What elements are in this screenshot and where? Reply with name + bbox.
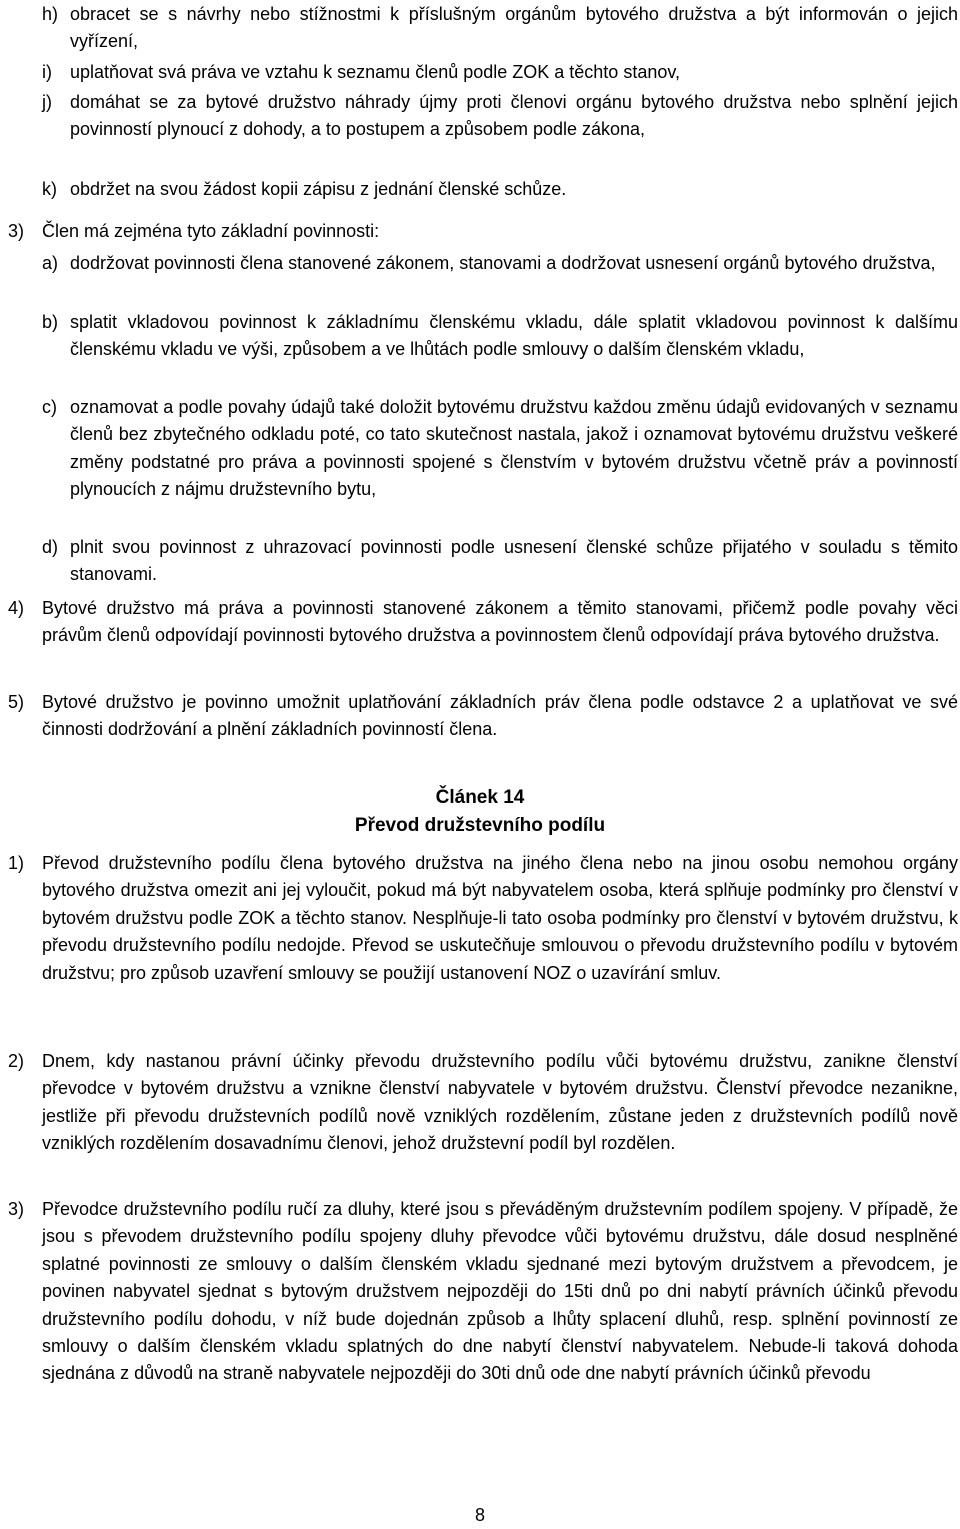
paragraph-number: 3) <box>8 1199 25 1219</box>
item-text: obracet se s návrhy nebo stížnostmi k příslušným orgánům bytového družstva a být informován o jejich vyřízení, <box>70 4 958 52</box>
paragraph-number: 4) <box>8 598 25 618</box>
paragraph-text: Bytové družstvo je povinno umožnit uplatňování základních práv člena podle odstavce 2 a uplatňovat ve své činnosti dodržování a plnění základních povinností člena. <box>42 692 958 740</box>
item-label: j) <box>42 92 52 112</box>
list-item <box>42 534 958 589</box>
paragraph-number: 1) <box>8 853 25 873</box>
paragraph-text: Převod družstevního podílu člena bytového družstva na jiného člena nebo na jinou osobu nemohou orgány bytového družstva omezit ani jej vyloučit, pokud má být nabyvatelem osoba, která splňuje podmínky pro členství v bytovém družstvu podle ZOK a těchto stanov. Nesplňuje-li tato osoba podmínky pro členství v bytovém družstvu, k převodu družstevního podílu nedojde. Převod se uskutečňuje smlouvou o převodu družstevního podílu v bytovém družstvu; pro způsob uzavření smlouvy se použijí ustanovení NOZ o uzavírání smluv. <box>42 853 958 983</box>
item-text: dodržovat povinnosti člena stanovené zákonem, stanovami a dodržovat usnesení orgánů bytového družstva, <box>70 253 936 273</box>
article-title: Převod družstevního podílu <box>354 815 606 836</box>
paragraph-number: 5) <box>8 692 25 712</box>
article-paragraph-3 <box>8 1196 958 1388</box>
article-number: Článek 14 <box>435 787 525 808</box>
item-label: h) <box>42 4 59 24</box>
item-text: splatit vkladovou povinnost k základnímu členskému vkladu, dále splatit vkladovou povinnost k dalšímu členskému vkladu ve výši, způsobem a ve lhůtách podle smlouvy o dalším členském vkladu, <box>70 312 958 360</box>
item-label: c) <box>42 397 57 417</box>
paragraph-text: Převodce družstevního podílu ručí za dluhy, které jsou s převáděným družstevním podílem spojeny. V případě, že jsou s převodem družstevního podílu spojeny dluhy převodce vůči bytovému družstvu, dále dosud nesplněné splatné povinnosti ze smlouvy o dalším členském vkladu sjednané mezi bytovým družstvem a převodcem, je povinen nabyvatel sjednat s bytovým družstvem nejpozději do 15ti dnů po dni nabytí právních účinků převodu družstevního podílu dohodu, v níž bude dojednán způsob a lhůty splacení dluhů, resp. splnění povinností ze smlouvy o dalším členském vkladu splatných do dne nabytí členství nabyvatelem. Nebude-li taková dohoda sjednána z důvodů na straně nabyvatele nejpozději do 30ti dnů ode dne nabytí právních účinků převodu <box>42 1199 958 1384</box>
item-label: i) <box>42 62 52 82</box>
list-item <box>42 89 958 144</box>
item-label: a) <box>42 253 59 273</box>
list-item <box>42 250 958 277</box>
item-text: uplatňovat svá práva ve vztahu k seznamu členů podle ZOK a těchto stanov, <box>70 62 681 82</box>
item-label: b) <box>42 312 59 332</box>
paragraph-5 <box>8 689 958 744</box>
item-text: obdržet na svou žádost kopii zápisu z jednání členské schůze. <box>70 179 567 199</box>
page-number: 8 <box>474 1505 485 1525</box>
list-item <box>42 394 958 504</box>
paragraph-text: Bytové družstvo má práva a povinnosti stanovené zákonem a těmito stanovami, přičemž podle povahy věci právům členů odpovídají povinnosti bytového družstva a povinnostem členů odpovídají práva bytového družstva. <box>42 598 958 646</box>
list-item <box>42 59 958 86</box>
item-text: domáhat se za bytové družstvo náhrady újmy proti členovi orgánu bytového družstva nebo splnění jejich povinností plynoucí z dohody, a to postupem a způsobem podle zákona, <box>70 92 958 140</box>
paragraph-text: Člen má zejména tyto základní povinnosti: <box>42 221 380 241</box>
list-item <box>42 1 958 56</box>
article-paragraph-2 <box>8 1048 958 1158</box>
article-paragraph-1 <box>8 850 958 987</box>
paragraph-4 <box>8 595 958 650</box>
list-item <box>42 309 958 364</box>
item-label: k) <box>42 179 57 199</box>
paragraph-text: Dnem, kdy nastanou právní účinky převodu družstevního podílu vůči bytovému družstvu, zanikne členství převodce v bytovém družstvu a vznikne členství nabyvatele v bytovém družstvu. Členství převodce nezanikne, jestliže při převodu družstevních podílů nově vzniklých rozdělením, zůstane jeden z družstevních podílů nově vzniklých rozdělením dosavadnímu členovi, jehož družstevní podíl byl rozdělen. <box>42 1051 958 1154</box>
paragraph-number: 3) <box>8 221 25 241</box>
paragraph-number: 2) <box>8 1051 25 1071</box>
item-text: oznamovat a podle povahy údajů také doložit bytovému družstvu každou změnu údajů evidovaných v seznamu členů bez zbytečného odkladu poté, co tato skutečnost nastala, jakož i oznamovat bytovému družstvu veškeré změny podstatné pro práva a povinnosti spojené s členstvím v bytovém družstvu včetně práv a povinností plynoucích z nájmu družstevního bytu, <box>70 397 958 500</box>
list-item <box>42 176 958 203</box>
paragraph-3 <box>8 218 958 245</box>
item-text: plnit svou povinnost z uhrazovací povinnosti podle usnesení členské schůze přijatého v souladu s těmito stanovami. <box>70 537 958 585</box>
item-label: d) <box>42 537 59 557</box>
